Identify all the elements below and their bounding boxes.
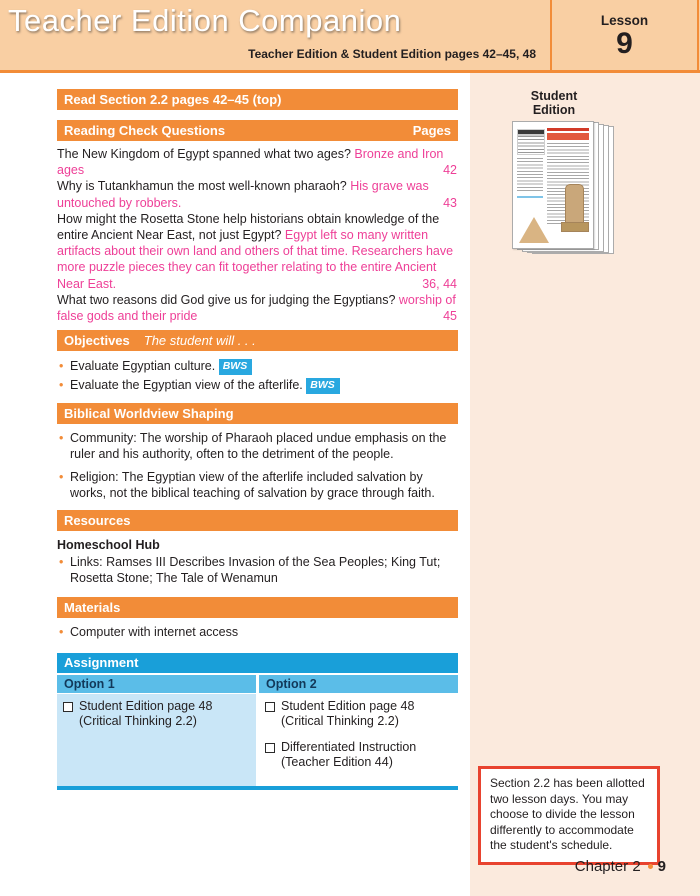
page-number: 42 — [443, 163, 457, 178]
assignment-item-text: Student Edition page 48 (Critical Thinking 2.2) — [281, 698, 415, 729]
sidebar — [470, 73, 700, 896]
section-header-bws — [57, 403, 458, 424]
section-header-objectives — [57, 330, 458, 351]
footer-page-number: 9 — [657, 858, 666, 875]
statue-image — [565, 184, 584, 224]
checkbox-icon — [265, 702, 275, 712]
assignment-item — [63, 699, 250, 730]
pages-column-label: Pages — [412, 123, 451, 138]
lesson-label: Lesson — [600, 13, 649, 28]
checkbox-icon — [63, 702, 73, 712]
red-callout-box — [547, 133, 589, 140]
main-content — [0, 73, 470, 896]
bws-item: • Community: The worship of Pharaoh placed undue emphasis on the ruler and his authority, often to the detriment of the people. — [57, 431, 458, 463]
section-header-read — [57, 89, 458, 110]
objectives-list — [57, 357, 458, 394]
bws-item: • Religion: The Egyptian view of the afterlife included salvation by works, not the biblical teaching of salvation by grace through faith. — [57, 470, 458, 502]
left-column-text — [517, 158, 543, 192]
assignment-option-1 — [57, 675, 256, 786]
objectives-title: Objectives — [64, 333, 130, 349]
option-1-header: Option 1 — [57, 675, 256, 693]
section-title-line — [547, 128, 589, 131]
materials-list — [57, 625, 458, 641]
scheduling-note — [478, 766, 660, 865]
section-header-reading-check — [57, 120, 458, 141]
assignment-item — [265, 740, 452, 771]
materials-title: Materials — [64, 600, 121, 616]
page-number: 45 — [443, 309, 457, 324]
assignment-bottom-rule — [57, 786, 458, 790]
question-text: The New Kingdom of Egypt spanned what two ages? — [57, 147, 351, 161]
assignment-option-2 — [259, 675, 458, 786]
lesson-number-box — [550, 0, 699, 70]
section-header-materials — [57, 597, 458, 618]
footer-dot-icon — [648, 864, 653, 869]
resources-subheading: Homeschool Hub — [57, 538, 160, 553]
answer-text: worship of false gods and their pride — [57, 292, 456, 324]
chapter-label: Chapter 2 — [574, 858, 641, 875]
objective-text: Evaluate the Egyptian view of the afterlife. — [70, 378, 303, 393]
edition-pages-subtitle: Teacher Edition & Student Edition pages 42–45, 48 — [248, 47, 536, 61]
objective-item — [57, 376, 458, 394]
option-2-header: Option 2 — [259, 675, 458, 693]
reading-check-question — [57, 211, 458, 292]
assignment-columns — [57, 675, 458, 786]
student-edition-thumbnail — [512, 121, 632, 255]
chapter-footer — [575, 858, 666, 875]
question-text: How might the Rosetta Stone help historians obtain knowledge of the entire Ancient Near East, not just Egypt? — [57, 211, 440, 243]
bws-badge: BWS — [219, 359, 253, 375]
guided-questions-box — [517, 129, 545, 155]
page-sheet-front — [512, 121, 594, 249]
resource-item: • Links: Ramses III Describes Invasion of the Sea Peoples; King Tut; Rosetta Stone; The Tale of Wenamun — [57, 555, 458, 587]
objectives-subtitle: The student will . . . — [143, 333, 256, 349]
objective-text: Evaluate Egyptian culture. — [70, 359, 216, 374]
answer-text: Bronze and Iron ages — [57, 147, 444, 178]
student-edition-label: Student Edition — [530, 89, 578, 117]
page-number: 36, 44 — [422, 276, 457, 291]
assignment-item — [265, 699, 452, 730]
bws-list — [57, 431, 458, 501]
assignment-table — [57, 653, 458, 790]
reading-check-title: Reading Check Questions — [64, 123, 226, 138]
page-body — [0, 73, 700, 896]
resources-block — [57, 538, 458, 587]
reading-check-question — [57, 146, 458, 178]
objective-item — [57, 357, 458, 375]
read-section-title: Read Section 2.2 pages 42–45 (top) — [64, 92, 282, 107]
reading-check-list — [57, 146, 458, 324]
option-1-body — [57, 694, 256, 786]
assignment-title: Assignment — [57, 653, 458, 673]
resources-title: Resources — [64, 513, 131, 529]
page-title: Teacher Edition Companion — [8, 3, 402, 38]
scheduling-note-text: Section 2.2 has been allotted two lesson days. You may choose to divide the lesson differently to accommodate the student's schedule. — [490, 776, 645, 852]
answer-text: Egypt left so many written artifacts about their own land and others of that time. Researchers have more puzzle pieces they can fit together relating to the entire Ancient Near East. — [57, 228, 454, 291]
reading-check-question — [57, 292, 458, 324]
option-2-body — [259, 694, 458, 786]
page-number: 43 — [443, 195, 457, 210]
question-text: What two reasons did God give us for judging the Egyptians? — [57, 292, 396, 307]
blue-underline — [517, 196, 543, 198]
reading-check-question — [57, 178, 458, 210]
question-text: Why is Tutankhamun the most well-known pharaoh? — [57, 179, 347, 194]
bws-title: Biblical Worldview Shaping — [64, 406, 234, 422]
lesson-number: 9 — [616, 27, 633, 60]
statue-base — [561, 222, 589, 232]
page-header — [0, 0, 700, 70]
material-item: • Computer with internet access — [57, 625, 458, 641]
checkbox-icon — [265, 743, 275, 753]
pyramid-image — [519, 217, 549, 243]
answer-text: His grave was untouched by robbers. — [57, 179, 429, 210]
section-header-resources — [57, 510, 458, 531]
bws-badge: BWS — [306, 378, 340, 394]
assignment-item-text: Student Edition page 48 (Critical Thinking 2.2) — [79, 698, 213, 729]
assignment-item-text: Differentiated Instruction (Teacher Edition 44) — [281, 739, 417, 770]
